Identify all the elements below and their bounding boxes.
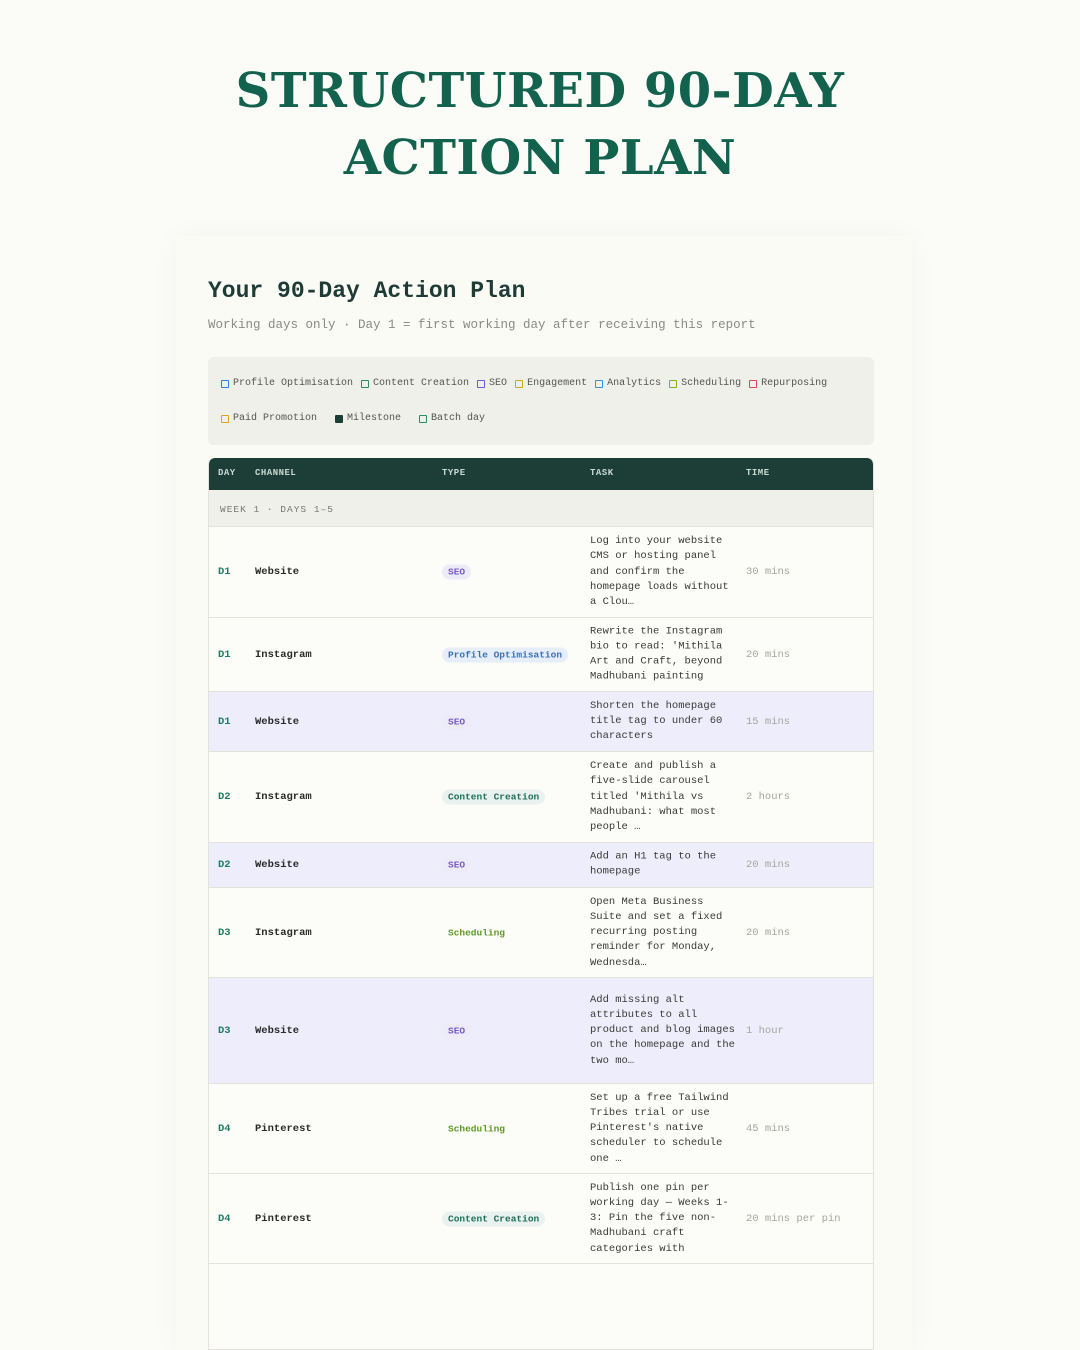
week-group-header (209, 490, 873, 527)
legend-label: Engagement (527, 378, 588, 389)
header-type: TYPE (442, 468, 466, 478)
row-task: Add missing alt attributes to all product and blog images on the homepage and the two mo… (590, 993, 735, 1067)
row-time: 1 hour (746, 1024, 784, 1037)
row-day: D2 (218, 791, 231, 803)
table-row[interactable] (209, 527, 873, 618)
row-time: 30 mins (746, 566, 791, 578)
row-day: D4 (218, 1212, 231, 1225)
legend-swatch-icon (221, 380, 229, 388)
headline-line-2: ACTION PLAN (343, 130, 737, 186)
row-day: D3 (218, 1024, 231, 1037)
row-task: Create and publish a five-slide carousel titled 'Mithila vs Madhubani: what most people … (590, 759, 717, 833)
legend-swatch-icon (595, 380, 603, 388)
legend-item (669, 378, 741, 389)
row-day: D1 (218, 715, 231, 728)
row-task: Shorten the homepage title tag to under 60 characters (590, 699, 723, 743)
row-day: D4 (218, 1122, 231, 1135)
row-day: D2 (218, 859, 231, 871)
row-channel: Instagram (255, 791, 312, 803)
headline-line-1: STRUCTURED 90-DAY (235, 63, 845, 119)
row-channel: Website (255, 859, 300, 871)
legend-swatch-icon (221, 415, 229, 423)
legend-item (477, 378, 507, 389)
legend-swatch-icon (515, 380, 523, 388)
row-time: 15 mins (746, 715, 791, 728)
header-day: DAY (218, 468, 236, 478)
week-label: WEEK 1 · DAYS 1–5 (220, 504, 334, 515)
legend-row (221, 378, 835, 389)
legend-swatch-icon (669, 380, 677, 388)
action-plan-table (208, 458, 874, 1350)
type-badge: SEO (442, 1023, 471, 1038)
row-day: D1 (218, 566, 231, 578)
row-channel: Pinterest (255, 1122, 312, 1135)
row-channel: Website (255, 1024, 300, 1037)
row-task: Rewrite the Instagram bio to read: 'Mithila Art and Craft, beyond Madhubani painting (590, 624, 723, 683)
table-row[interactable] (209, 618, 873, 692)
row-channel: Website (255, 715, 300, 728)
row-task: Open Meta Business Suite and set a fixed recurring posting reminder for Monday, Wednesda… (590, 895, 723, 969)
table-row[interactable] (209, 1084, 873, 1174)
table-row[interactable] (209, 888, 873, 978)
legend-item (221, 413, 317, 424)
type-badge: Content Creation (442, 1211, 545, 1226)
row-day: D1 (218, 648, 231, 661)
table-body (209, 527, 873, 1264)
table-row[interactable] (209, 692, 873, 752)
row-channel: Website (255, 566, 300, 578)
type-badge: SEO (442, 858, 471, 873)
table-row[interactable] (209, 752, 873, 843)
table-row[interactable] (209, 978, 873, 1084)
type-badge: Scheduling (448, 1123, 506, 1134)
legend-label: Content Creation (373, 378, 470, 389)
row-time: 45 mins (746, 1122, 791, 1135)
legend-label: Repurposing (761, 378, 828, 389)
legend-item (221, 378, 353, 389)
legend-label: Milestone (347, 413, 402, 424)
row-time: 20 mins (746, 926, 791, 939)
row-channel: Pinterest (255, 1212, 312, 1225)
legend-item (361, 378, 469, 389)
row-task: Log into your website CMS or hosting panel and confirm the homepage loads without a Clou… (590, 534, 729, 608)
legend-label: Analytics (607, 378, 662, 389)
legend-label: Scheduling (681, 378, 742, 389)
legend-row (221, 413, 503, 424)
type-badge: SEO (442, 714, 471, 729)
plan-title: Your 90-Day Action Plan (208, 278, 526, 304)
header-task: TASK (590, 468, 614, 478)
row-channel: Instagram (255, 648, 312, 661)
row-day: D3 (218, 926, 231, 939)
legend-item (515, 378, 587, 389)
row-task: Publish one pin per working day — Weeks 1-3: Pin the five non-Madhubani craft categories with (590, 1181, 729, 1255)
row-time: 20 mins per pin (746, 1212, 841, 1225)
legend-swatch-icon (749, 380, 757, 388)
row-time: 2 hours (746, 791, 791, 803)
legend-label: SEO (489, 378, 508, 389)
page-headline (0, 58, 1080, 192)
legend-label: Profile Optimisation (233, 378, 354, 389)
legend-label: Paid Promotion (233, 413, 318, 424)
table-row[interactable] (209, 843, 873, 888)
table-header (209, 458, 873, 490)
legend-item (419, 413, 485, 424)
type-badge: SEO (442, 565, 471, 580)
legend-swatch-icon (335, 415, 343, 423)
row-task: Set up a free Tailwind Tribes trial or use Pinterest's native scheduler to schedule one … (590, 1091, 729, 1165)
type-badge: Content Creation (442, 790, 545, 805)
table-row[interactable] (209, 1174, 873, 1264)
legend-label: Batch day (431, 413, 486, 424)
legend-item (749, 378, 827, 389)
row-time: 20 mins (746, 859, 791, 871)
legend-swatch-icon (361, 380, 369, 388)
header-time: TIME (746, 468, 770, 478)
legend-swatch-icon (419, 415, 427, 423)
row-task: Add an H1 tag to the homepage (590, 850, 717, 878)
type-badge: Profile Optimisation (442, 647, 568, 662)
legend-swatch-icon (477, 380, 485, 388)
header-channel: CHANNEL (255, 468, 297, 478)
legend-item (595, 378, 661, 389)
action-plan-card (176, 236, 912, 1350)
plan-subtitle: Working days only · Day 1 = first working day after receiving this report (208, 318, 756, 332)
type-badge: Scheduling (448, 927, 506, 938)
legend-item (335, 413, 401, 424)
row-channel: Instagram (255, 926, 312, 939)
legend (208, 357, 874, 445)
row-time: 20 mins (746, 648, 791, 661)
